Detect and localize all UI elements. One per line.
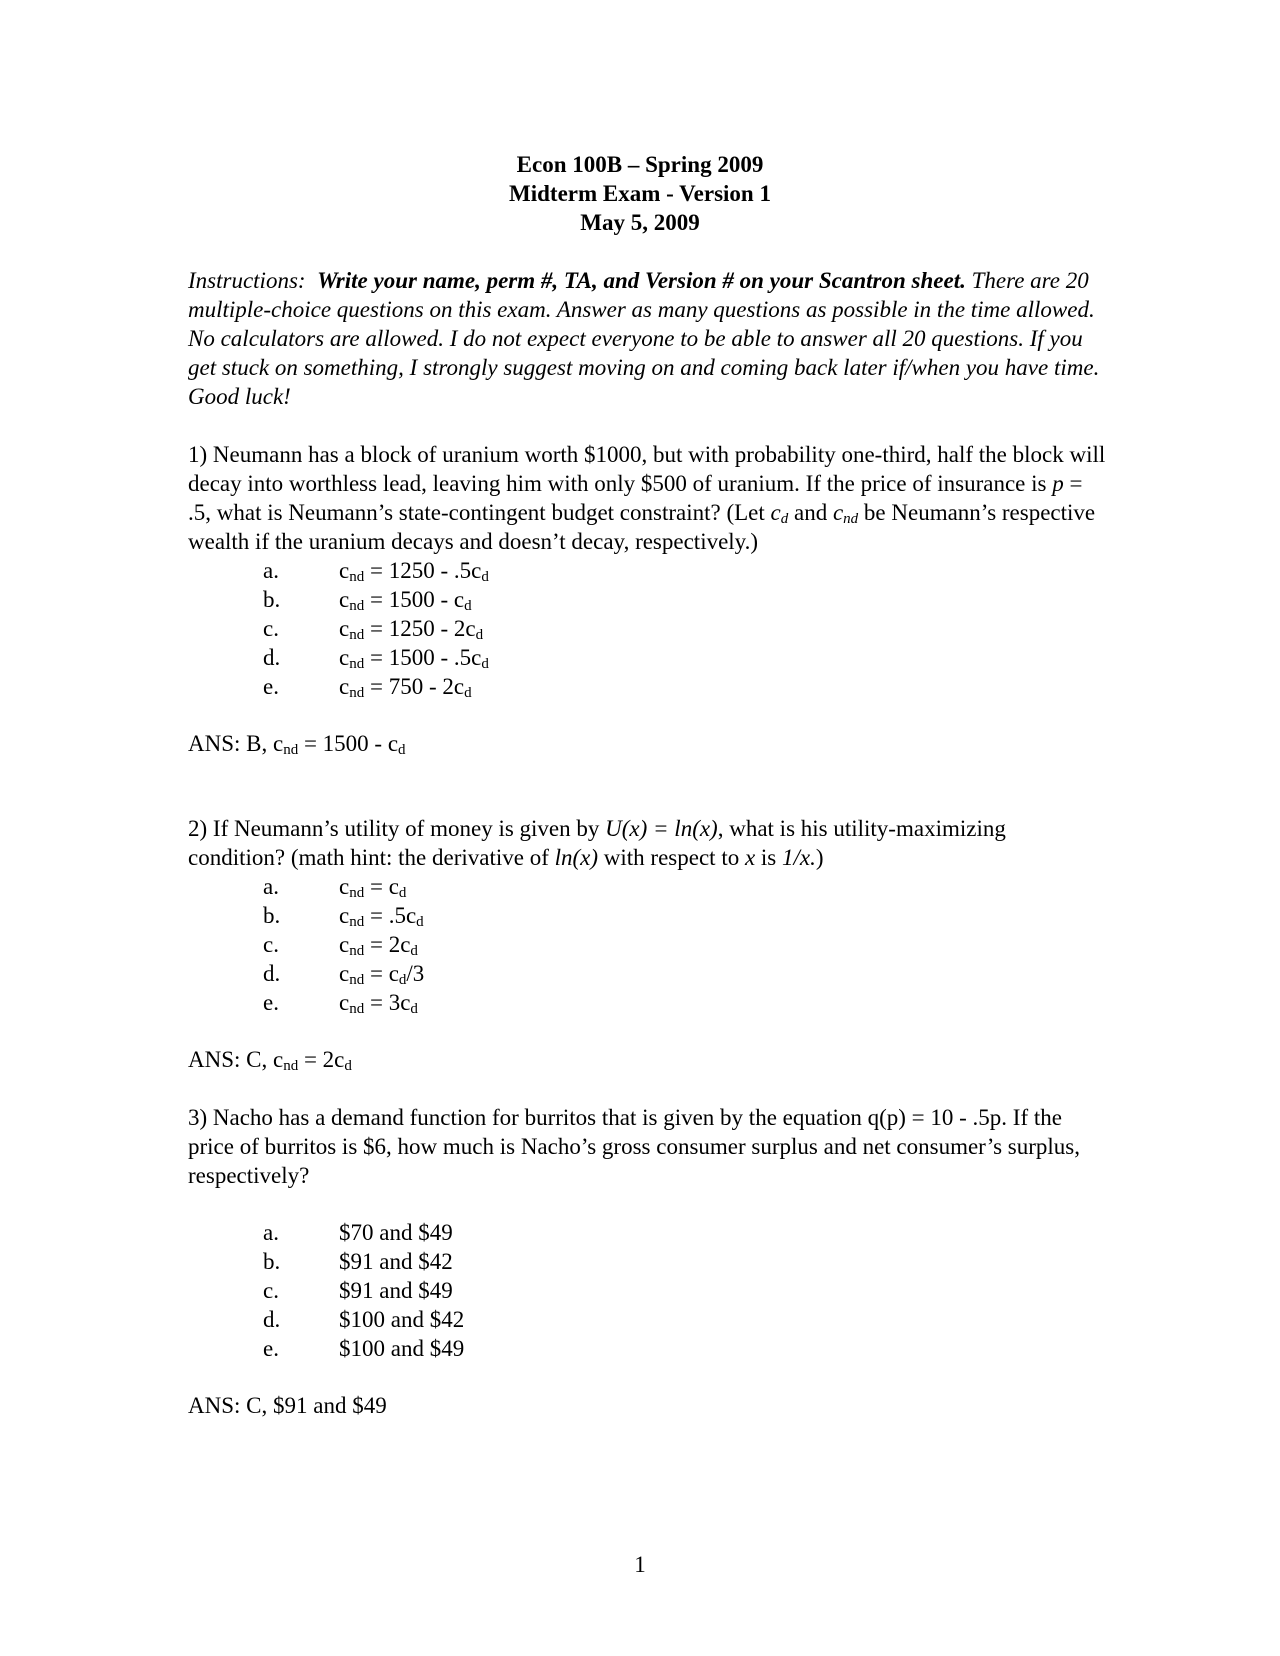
- question-2-stem: 2) If Neumann’s utility of money is given by U(x) = ln(x), what is his utility-maximizing condition? (math hint: the derivative of ln(x) with respect to x is 1/x.): [188, 816, 1006, 870]
- choice-2d: d. $c_{nd} = c_d/3$: [263, 961, 425, 988]
- choice-1c: c. $c_{nd} = 1250 - 2c_d$: [263, 616, 484, 643]
- question-3-stem: 3) Nacho has a demand function for burritos that is given by the equation q(p) = 10 - .5p. If the price of burritos is $6, how much is Nacho’s gross consumer surplus and net consumer’s surplus, respectively?: [188, 1105, 1080, 1188]
- choice-2e: e. $c_{nd} = 3c_d$: [263, 990, 418, 1017]
- choice-3c: c. $91 and $49: [263, 1278, 453, 1303]
- answer-3: ANS: C, $91 and $49: [188, 1393, 387, 1418]
- answer-1: ANS: B, $c_{nd} = 1500 - c_d$: [188, 731, 406, 758]
- choice-3d: d. $100 and $42: [263, 1307, 465, 1332]
- question-1-choices: [188, 556, 1108, 701]
- instructions-text: There are 20 multiple-choice questions on this exam. Answer as many questions as possible in the time allowed. No calculators are allowed. I do not expect everyone to be able to answer all 20 questions. If you get stuck on something, I strongly suggest moving on and coming back later if/when you have time. Good luck!: [188, 268, 1100, 409]
- question-3: [188, 1103, 1108, 1420]
- choice-1e: e. $c_{nd} = 750 - 2c_d$: [263, 674, 472, 701]
- instructions-bold: Write your name, perm #, TA, and Version # on your Scantron sheet.: [317, 268, 966, 293]
- question-2-choices: [188, 872, 1108, 1017]
- instructions-label: Instructions:: [188, 268, 306, 293]
- exam-title: Midterm Exam - Version 1: [509, 181, 771, 206]
- question-2: [188, 814, 1108, 1074]
- choice-3a: a. $70 and $49: [263, 1220, 453, 1245]
- choice-1d: d. $c_{nd} = 1500 - .5c_d$: [263, 645, 489, 672]
- choice-3e: e. $100 and $49: [263, 1336, 465, 1361]
- question-3-choices: [188, 1218, 1108, 1363]
- question-1: [188, 440, 1108, 758]
- choice-2a: a. $c_{nd} = c_d$: [263, 874, 407, 901]
- exam-date: May 5, 2009: [580, 210, 700, 235]
- instructions: [188, 266, 1108, 411]
- choice-1a: a. $c_{nd} = 1250 - .5c_d$: [263, 558, 489, 585]
- choice-2c: c. $c_{nd} = 2c_d$: [263, 932, 418, 959]
- page-number: 1: [634, 1552, 646, 1577]
- answer-2: ANS: C, $c_{nd} = 2c_d$: [188, 1047, 352, 1074]
- question-1-stem: 1) Neumann has a block of uranium worth $1000, but with probability one-third, half the block will decay into worthless lead, leaving him with only $500 of uranium. If the price of insurance is p = .5, what is Neumann’s state-contingent budget constraint? (Let $c_d$ and $c_{nd}$ be Neumann’s respective wealth if the uranium decays and doesn’t decay, respectively.): [188, 442, 1106, 554]
- exam-header: [0, 150, 1280, 237]
- choice-1b: b. $c_{nd} = 1500 - c_d$: [263, 587, 472, 614]
- choice-2b: b. $c_{nd} = .5c_d$: [263, 903, 424, 930]
- choice-3b: b. $91 and $42: [263, 1249, 453, 1274]
- course-title: Econ 100B – Spring 2009: [516, 152, 764, 177]
